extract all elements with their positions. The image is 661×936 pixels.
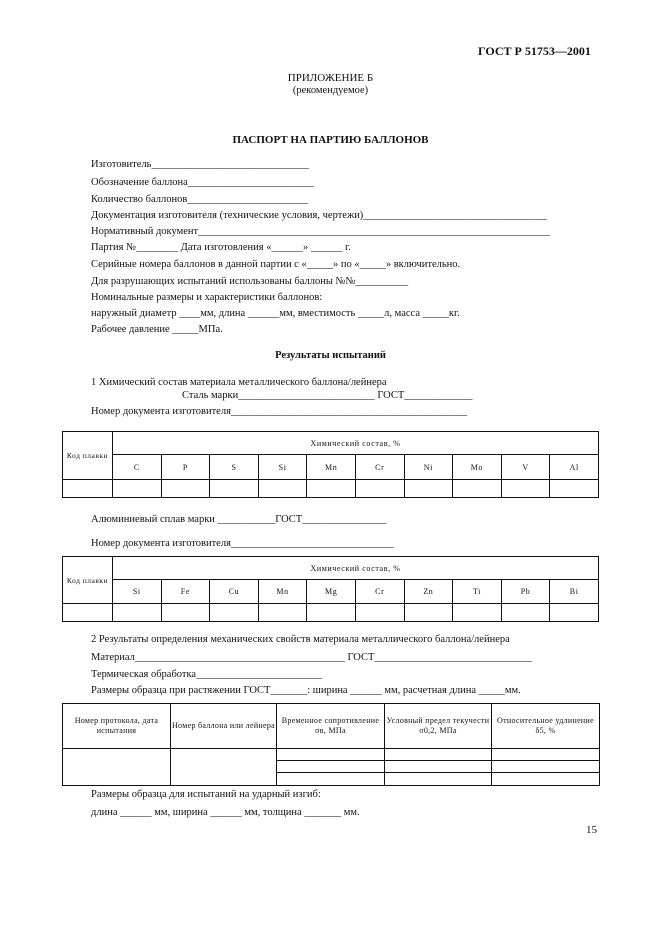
field-cylinder-count: Количество баллонов_______________________ — [91, 194, 309, 205]
heat-code-header: Код плавки — [63, 432, 113, 480]
col-cr: Cr — [355, 580, 404, 604]
impact-dims-line: длина ______ мм, ширина ______ мм, толщина _______ мм. — [91, 807, 360, 818]
mechanical-props-table — [62, 703, 600, 786]
page-number: 15 — [586, 824, 597, 836]
col-p: P — [161, 455, 210, 479]
field-normative-doc: Нормативный документ___________________________________________________________________ — [91, 226, 550, 237]
table-row — [63, 604, 599, 622]
field-nominal-dims-heading: Номинальные размеры и характеристики баллонов: — [91, 292, 323, 303]
col-mn: Mn — [258, 580, 307, 604]
section1-heading: 1 Химический состав материала металлического баллона/лейнера — [91, 377, 387, 388]
col-pb: Pb — [501, 580, 550, 604]
col-si: Si — [258, 455, 307, 479]
field-destructive-tests: Для разрушающих испытаний использованы баллоны №№__________ — [91, 276, 409, 287]
col-s: S — [210, 455, 259, 479]
col-mo: Mo — [453, 455, 502, 479]
material-line: Материал________________________________________ ГОСТ______________________________ — [91, 652, 532, 663]
col-protocol: Номер протокола, дата испытания — [63, 704, 171, 749]
doc-number-line: Номер документа изготовителя_____________________________________________ — [91, 406, 468, 417]
results-title: Результаты испытаний — [275, 350, 386, 361]
col-cu: Cu — [210, 580, 259, 604]
col-fe: Fe — [161, 580, 210, 604]
section2-heading: 2 Результаты определения механических свойств материала металлического баллона/лейнера — [91, 634, 510, 645]
tensile-specimen-line: Размеры образца при растяжении ГОСТ_______: ширина ______ мм, расчетная длина _____мм. — [91, 685, 521, 696]
col-al: Al — [550, 455, 599, 479]
alloy-doc-number-line: Номер документа изготовителя_______________________________ — [91, 538, 394, 549]
document-code: ГОСТ Р 51753—2001 — [478, 44, 591, 58]
col-si: Si — [113, 580, 162, 604]
col-mn: Mn — [307, 455, 356, 479]
alloy-grade-line: Алюминиевый сплав марки ___________ГОСТ________________ — [91, 514, 387, 525]
field-manufacturer: Изготовитель______________________________ — [91, 159, 309, 170]
col-zn: Zn — [404, 580, 453, 604]
field-batch: Партия №________ Дата изготовления «______» ______ г. — [91, 242, 351, 253]
col-ti: Ti — [453, 580, 502, 604]
field-manufacturer-docs: Документация изготовителя (технические условия, чертежи)___________________________________ — [91, 210, 548, 221]
heat-code-header: Код плавки — [63, 557, 113, 604]
col-mg: Mg — [307, 580, 356, 604]
field-cylinder-designation: Обозначение баллона________________________ — [91, 177, 314, 188]
passport-title: ПАСПОРТ НА ПАРТИЮ БАЛЛОНОВ — [232, 134, 429, 146]
col-c: C — [113, 455, 162, 479]
appendix-subtitle: (рекомендуемое) — [292, 85, 369, 96]
table-row — [63, 749, 600, 761]
appendix-title: ПРИЛОЖЕНИЕ Б — [287, 72, 374, 84]
chem-composition-header: Химический состав, % — [113, 432, 599, 455]
col-bi: Bi — [550, 580, 599, 604]
alloy-chem-table — [62, 556, 599, 622]
table-row — [63, 479, 599, 497]
col-ni: Ni — [404, 455, 453, 479]
col-tensile-strength: Временное сопротивление σв, МПа — [277, 704, 385, 749]
col-elongation: Относительное удлинение δ5, % — [492, 704, 600, 749]
col-v: V — [501, 455, 550, 479]
heat-treatment-line: Термическая обработка________________________ — [91, 669, 323, 680]
steel-chem-table — [62, 431, 599, 498]
field-nominal-dims: наружный диаметр ____мм, длина ______мм, вместимость _____л, масса _____кг. — [91, 308, 460, 319]
steel-grade-line: Сталь марки__________________________ ГОСТ_____________ — [182, 390, 473, 401]
col-yield-strength: Условный предел текучести σ0,2, МПа — [385, 704, 492, 749]
field-working-pressure: Рабочее давление _____МПа. — [91, 324, 223, 335]
col-cylinder-number: Номер баллона или лейнера — [171, 704, 277, 749]
col-cr: Cr — [355, 455, 404, 479]
chem-composition-header: Химический состав, % — [113, 557, 599, 580]
impact-specimen-line: Размеры образца для испытаний на ударный изгиб: — [91, 789, 321, 800]
field-serial-numbers: Серийные номера баллонов в данной партии с «_____» по «_____» включительно. — [91, 259, 461, 270]
